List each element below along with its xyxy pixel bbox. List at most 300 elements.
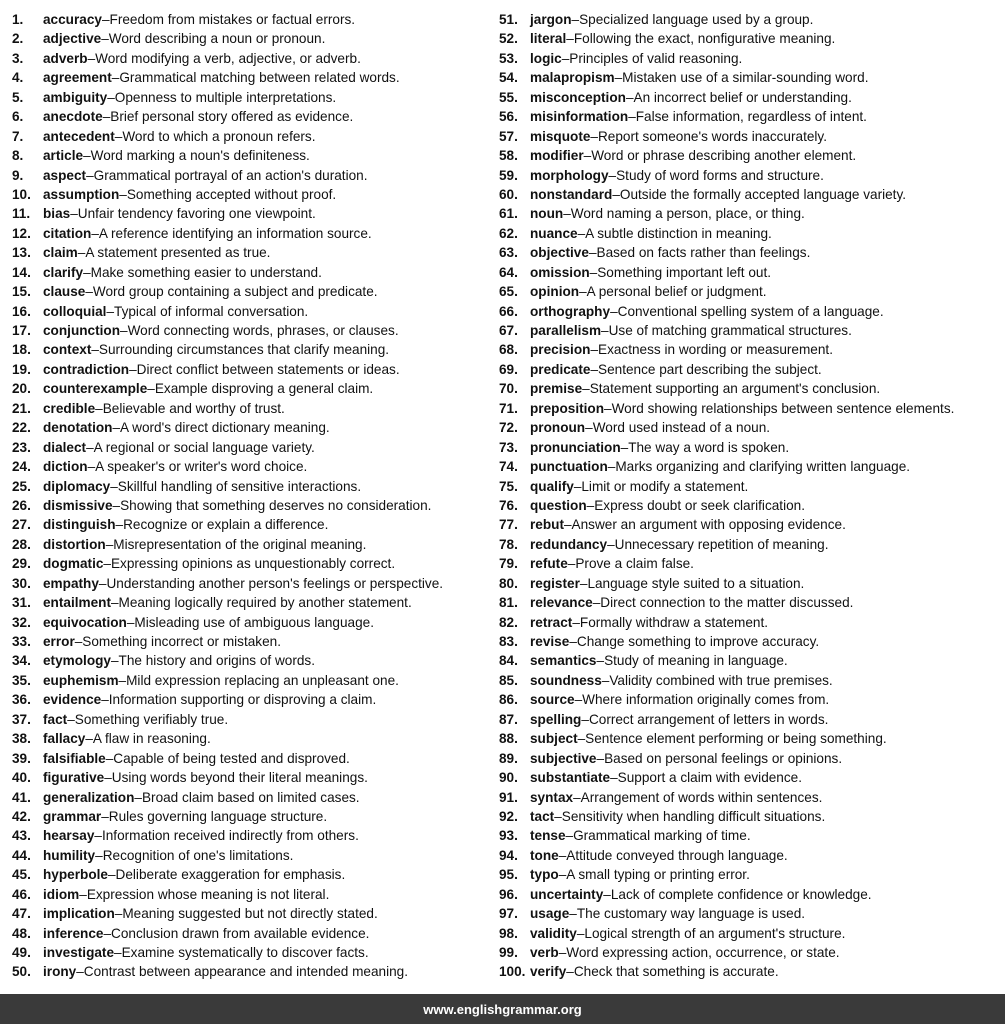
entry-separator: –: [625, 89, 634, 105]
entry-separator: –: [94, 828, 102, 844]
entry-separator: –: [563, 517, 572, 533]
entry-term: contradiction: [43, 361, 130, 377]
entry-definition: Word describing a noun or pronoun.: [108, 31, 326, 47]
entry-number: 52.: [499, 31, 518, 47]
entry-separator: –: [95, 400, 103, 416]
entry-number: 46.: [12, 886, 31, 902]
vocabulary-entry: [499, 826, 1005, 845]
entry-separator: –: [129, 361, 137, 377]
entry-term: fact: [43, 711, 68, 727]
entry-definition: Marks organizing and clarifying written language.: [615, 459, 911, 475]
entry-number: 53.: [499, 50, 518, 66]
entry-number: 16.: [12, 303, 31, 319]
entry-term: accuracy: [43, 12, 102, 27]
entry-separator: –: [115, 517, 124, 533]
entry-number: 4.: [12, 70, 24, 86]
entry-number: 11.: [12, 206, 31, 222]
vocabulary-entry: [12, 399, 497, 418]
entry-separator: –: [554, 808, 562, 824]
entry-term: logic: [530, 50, 562, 66]
entry-separator: –: [102, 109, 111, 125]
entry-number: 66.: [499, 303, 518, 319]
entry-number: 21.: [12, 400, 31, 416]
vocabulary-entry: [499, 885, 1005, 904]
entry-definition: Check that something is accurate.: [573, 964, 779, 980]
entry-separator: –: [628, 109, 636, 125]
vocabulary-entry: [499, 107, 1005, 126]
entry-separator: –: [91, 342, 99, 358]
entry-definition: Statement supporting an argument's conclusion.: [589, 381, 881, 397]
entry-term: distortion: [43, 536, 106, 552]
vocabulary-entry: [12, 710, 497, 729]
entry-definition: An incorrect belief or understanding.: [633, 89, 852, 105]
vocabulary-entry: [12, 496, 497, 515]
entry-term: conjunction: [43, 323, 121, 338]
vocabulary-entry: [12, 943, 497, 962]
entry-term: generalization: [43, 789, 135, 805]
entry-term: agreement: [43, 70, 112, 86]
entry-separator: –: [79, 886, 87, 902]
entry-term: misinformation: [530, 109, 629, 125]
entry-separator: –: [576, 925, 585, 941]
entry-number: 70.: [499, 381, 518, 397]
entry-separator: –: [110, 653, 119, 669]
entry-separator: –: [590, 361, 599, 377]
entry-separator: –: [105, 536, 114, 552]
entry-definition: Word used instead of a noun.: [592, 420, 771, 436]
entry-number: 55.: [499, 89, 518, 105]
entry-definition: Attitude conveyed through language.: [566, 847, 788, 863]
entry-term: orthography: [530, 303, 611, 319]
entry-separator: –: [103, 925, 112, 941]
entry-term: morphology: [530, 167, 609, 183]
entry-separator: –: [91, 225, 99, 241]
entry-definition: Word showing relationships between sentence elements.: [611, 400, 955, 416]
entry-definition: Logical strength of an argument's structure.: [584, 925, 846, 941]
entry-term: hyperbole: [43, 867, 108, 883]
vocabulary-entry: [12, 49, 497, 68]
entry-term: diction: [43, 459, 88, 475]
entry-term: pronoun: [530, 420, 586, 436]
entry-separator: –: [620, 439, 629, 455]
entry-number: 87.: [499, 711, 518, 727]
vocabulary-entry: [499, 127, 1005, 146]
vocabulary-entry: [499, 749, 1005, 768]
entry-number: 23.: [12, 439, 31, 455]
entry-definition: Word expressing action, occurrence, or state.: [566, 945, 840, 960]
entry-term: revise: [530, 634, 570, 649]
entry-number: 19.: [12, 361, 31, 377]
entry-separator: –: [610, 303, 618, 319]
entry-number: 32.: [12, 614, 31, 630]
entry-definition: Arrangement of words within sentences.: [580, 789, 823, 805]
entry-separator: –: [573, 478, 582, 494]
entry-number: 63.: [499, 245, 518, 261]
entry-definition: Word to which a pronoun refers.: [122, 128, 316, 144]
entry-term: inference: [43, 925, 104, 941]
entry-number: 98.: [499, 925, 518, 941]
vocabulary-entry: [12, 885, 497, 904]
entry-term: tact: [530, 808, 555, 824]
entry-term: humility: [43, 847, 96, 863]
vocabulary-entry: [499, 68, 1005, 87]
entry-separator: –: [601, 672, 610, 688]
vocabulary-entry: [499, 574, 1005, 593]
entry-separator: –: [585, 420, 593, 436]
entry-separator: –: [105, 750, 114, 766]
entry-number: 85.: [499, 672, 518, 688]
vocabulary-entry: [12, 613, 497, 632]
entry-term: aspect: [43, 167, 87, 183]
vocabulary-entry: [499, 613, 1005, 632]
entry-definition: Change something to improve accuracy.: [576, 634, 820, 649]
entry-term: dogmatic: [43, 556, 104, 572]
entry-definition: The history and origins of words.: [118, 653, 315, 669]
entry-term: source: [530, 692, 575, 708]
entry-separator: –: [83, 264, 91, 280]
entry-separator: –: [566, 964, 574, 980]
vocabulary-entry: [12, 10, 497, 29]
entry-number: 17.: [12, 323, 31, 338]
entry-definition: Language style suited to a situation.: [587, 575, 805, 591]
entry-separator: –: [592, 595, 601, 611]
entry-term: malapropism: [530, 70, 615, 86]
vocabulary-entry: [499, 360, 1005, 379]
vocabulary-entry: [12, 263, 497, 282]
entry-separator: –: [70, 206, 78, 222]
entry-definition: Direct conflict between statements or ideas.: [136, 361, 400, 377]
entry-term: punctuation: [530, 459, 608, 475]
entry-term: fallacy: [43, 731, 86, 747]
entry-number: 37.: [12, 711, 31, 727]
entry-separator: –: [601, 323, 609, 338]
entry-term: claim: [43, 245, 78, 261]
vocabulary-entry: [499, 166, 1005, 185]
vocabulary-entry: [499, 807, 1005, 826]
entry-number: 13.: [12, 245, 31, 261]
entry-separator: –: [95, 847, 103, 863]
entry-number: 65.: [499, 284, 518, 300]
vocabulary-entry: [499, 690, 1005, 709]
vocabulary-entry: [499, 962, 1005, 981]
vocabulary-entry: [12, 690, 497, 709]
entry-term: refute: [530, 556, 568, 572]
entry-term: predicate: [530, 361, 591, 377]
entry-term: jargon: [530, 12, 572, 27]
entry-term: hearsay: [43, 828, 95, 844]
entry-number: 69.: [499, 361, 518, 377]
entry-term: usage: [530, 906, 570, 922]
entry-definition: Lack of complete confidence or knowledge.: [610, 886, 872, 902]
entry-definition: Skillful handling of sensitive interactions.: [117, 478, 362, 494]
entry-definition: Meaning logically required by another statement.: [118, 595, 412, 611]
entry-term: tone: [530, 847, 559, 863]
entry-separator: –: [566, 31, 574, 47]
vocabulary-entry: [12, 146, 497, 165]
entry-number: 22.: [12, 420, 31, 436]
entry-separator: –: [126, 614, 135, 630]
entry-term: spelling: [530, 711, 582, 727]
vocabulary-entry: [499, 788, 1005, 807]
entry-separator: –: [120, 323, 128, 338]
vocabulary-entry: [499, 943, 1005, 962]
vocabulary-entry: [499, 146, 1005, 165]
entry-definition: False information, regardless of intent.: [635, 109, 867, 125]
entry-number: 10.: [12, 186, 31, 202]
entry-term: clause: [43, 284, 86, 300]
entry-definition: The way a word is spoken.: [628, 439, 790, 455]
entry-term: premise: [530, 381, 583, 397]
entry-term: objective: [530, 245, 589, 261]
entry-term: substantiate: [530, 770, 611, 786]
entry-definition: Express doubt or seek clarification.: [594, 497, 806, 513]
entry-definition: Capable of being tested and disproved.: [113, 750, 350, 766]
entry-number: 84.: [499, 653, 518, 669]
vocabulary-entry: [12, 554, 497, 573]
entry-definition: Grammatical marking of time.: [573, 828, 751, 844]
entry-number: 86.: [499, 692, 518, 708]
entry-term: nuance: [530, 225, 578, 241]
vocabulary-entry: [12, 321, 497, 340]
entry-definition: Mistaken use of a similar-sounding word.: [622, 70, 869, 86]
entry-number: 78.: [499, 536, 518, 552]
entry-separator: –: [86, 439, 94, 455]
entry-number: 43.: [12, 828, 31, 844]
vocabulary-entry: [12, 768, 497, 787]
entry-number: 6.: [12, 109, 24, 125]
entry-definition: Recognize or explain a difference.: [123, 517, 329, 533]
entry-definition: Sentence element performing or being something.: [585, 731, 887, 747]
entry-separator: –: [586, 497, 595, 513]
vocabulary-entry: [499, 10, 1005, 29]
entry-number: 49.: [12, 945, 31, 960]
entry-number: 93.: [499, 828, 518, 844]
entry-separator: –: [101, 31, 109, 47]
entry-number: 96.: [499, 886, 518, 902]
entry-separator: –: [614, 70, 623, 86]
entry-separator: –: [114, 945, 122, 960]
vocabulary-entry: [499, 729, 1005, 748]
entry-definition: Exactness in wording or measurement.: [598, 342, 833, 358]
vocabulary-entry: [499, 593, 1005, 612]
entry-definition: A reference identifying an information source.: [98, 225, 372, 241]
vocabulary-entry: [12, 904, 497, 923]
entry-separator: –: [581, 711, 589, 727]
entry-number: 76.: [499, 497, 518, 513]
entry-separator: –: [590, 342, 598, 358]
entry-number: 74.: [499, 459, 518, 475]
entry-term: register: [530, 575, 580, 591]
vocabulary-entry: [499, 49, 1005, 68]
vocabulary-entry: [12, 749, 497, 768]
entry-term: relevance: [530, 595, 593, 611]
entry-term: subjective: [530, 750, 597, 766]
vocabulary-entry: [499, 457, 1005, 476]
vocabulary-entry: [12, 166, 497, 185]
entry-definition: Brief personal story offered as evidence.: [110, 109, 354, 125]
entry-separator: –: [112, 420, 121, 436]
vocabulary-column-right: [499, 10, 1005, 982]
vocabulary-entry: [12, 340, 497, 359]
entry-definition: Information received indirectly from others.: [101, 828, 359, 844]
vocabulary-entry: [12, 671, 497, 690]
entry-number: 5.: [12, 89, 24, 105]
entry-definition: Openness to multiple interpretations.: [114, 89, 337, 105]
entry-separator: –: [134, 789, 142, 805]
entry-number: 77.: [499, 517, 518, 533]
entry-separator: –: [612, 186, 620, 202]
entry-separator: –: [103, 556, 111, 572]
entry-number: 54.: [499, 70, 518, 86]
vocabulary-entry: [499, 340, 1005, 359]
entry-term: adjective: [43, 31, 102, 47]
entry-term: nonstandard: [530, 186, 613, 202]
entry-term: misconception: [530, 89, 626, 105]
entry-definition: Word modifying a verb, adjective, or adverb.: [95, 50, 361, 66]
entry-number: 64.: [499, 264, 518, 280]
entry-definition: Grammatical portrayal of an action's duration.: [93, 167, 368, 183]
entry-separator: –: [77, 245, 86, 261]
entry-term: error: [43, 634, 75, 649]
vocabulary-entry: [499, 224, 1005, 243]
entry-term: clarify: [43, 264, 84, 280]
entry-definition: Based on personal feelings or opinions.: [604, 750, 843, 766]
entry-definition: Recognition of one's limitations.: [102, 847, 294, 863]
entry-number: 58.: [499, 148, 518, 164]
entry-number: 67.: [499, 323, 518, 338]
vocabulary-entry: [12, 846, 497, 865]
entry-term: semantics: [530, 653, 597, 669]
entry-definition: Showing that something deserves no consideration.: [120, 497, 432, 513]
entry-separator: –: [76, 964, 84, 980]
entry-separator: –: [110, 595, 119, 611]
entry-separator: –: [147, 381, 155, 397]
vocabulary-entry: [499, 710, 1005, 729]
entry-definition: Sensitivity when handling difficult situations.: [561, 808, 826, 824]
entry-term: verb: [530, 945, 559, 960]
entry-number: 82.: [499, 614, 518, 630]
entry-separator: –: [104, 770, 112, 786]
vocabulary-entry: [499, 515, 1005, 534]
entry-separator: –: [588, 245, 597, 261]
entry-number: 73.: [499, 439, 518, 455]
entry-definition: Typical of informal conversation.: [114, 303, 309, 319]
entry-definition: Answer an argument with opposing evidence.: [571, 517, 846, 533]
vocabulary-entry: [499, 263, 1005, 282]
entry-definition: Direct connection to the matter discussed.: [600, 595, 854, 611]
entry-number: 47.: [12, 906, 31, 922]
entry-definition: Unnecessary repetition of meaning.: [614, 536, 829, 552]
entry-separator: –: [74, 634, 83, 649]
vocabulary-entry: [12, 88, 497, 107]
entry-separator: –: [579, 284, 587, 300]
entry-number: 94.: [499, 847, 518, 863]
vocabulary-entry: [499, 282, 1005, 301]
entry-number: 18.: [12, 342, 31, 358]
vocabulary-entry: [12, 477, 497, 496]
entry-separator: –: [577, 225, 586, 241]
entry-definition: Use of matching grammatical structures.: [608, 323, 852, 338]
entry-number: 79.: [499, 556, 518, 572]
entry-definition: Limit or modify a statement.: [581, 478, 749, 494]
entry-definition: Prove a claim false.: [575, 556, 694, 572]
entry-separator: –: [112, 497, 121, 513]
vocabulary-entry: [499, 651, 1005, 670]
entry-separator: –: [558, 867, 567, 883]
entry-term: soundness: [530, 672, 602, 688]
entry-number: 88.: [499, 731, 518, 747]
vocabulary-entry: [12, 457, 497, 476]
entry-definition: Examine systematically to discover facts.: [121, 945, 369, 960]
vocabulary-entry: [499, 671, 1005, 690]
entry-number: 95.: [499, 867, 518, 883]
entry-definition: Misleading use of ambiguous language.: [134, 614, 374, 630]
entry-separator: –: [85, 284, 93, 300]
entry-term: euphemism: [43, 672, 119, 688]
footer-url: www.englishgrammar.org: [423, 1001, 582, 1017]
entry-definition: Support a claim with evidence.: [617, 770, 803, 786]
vocabulary-entry: [12, 593, 497, 612]
entry-number: 81.: [499, 595, 518, 611]
entry-definition: Where information originally comes from.: [582, 692, 830, 708]
entry-definition: Believable and worthy of trust.: [102, 400, 285, 416]
entry-term: bias: [43, 206, 71, 222]
entry-term: ambiguity: [43, 89, 108, 105]
entry-definition: Principles of valid reasoning.: [569, 50, 743, 66]
entry-number: 60.: [499, 186, 518, 202]
entry-number: 42.: [12, 808, 31, 824]
entry-term: diplomacy: [43, 478, 111, 494]
entry-definition: Following the exact, nonfigurative meaning.: [573, 31, 836, 47]
entry-definition: Something important left out.: [597, 264, 772, 280]
entry-separator: –: [571, 12, 580, 27]
entry-separator: –: [569, 634, 577, 649]
entry-separator: –: [590, 128, 598, 144]
entry-term: grammar: [43, 808, 102, 824]
entry-term: noun: [530, 206, 564, 222]
entry-term: subject: [530, 731, 578, 747]
vocabulary-entry: [12, 962, 497, 981]
vocabulary-entry: [12, 127, 497, 146]
entry-definition: Expressing opinions as unquestionably correct.: [110, 556, 396, 572]
vocabulary-entry: [12, 438, 497, 457]
entry-definition: Contrast between appearance and intended meaning.: [83, 964, 409, 980]
entry-separator: –: [574, 692, 583, 708]
entry-number: 99.: [499, 945, 518, 960]
entry-definition: Using words beyond their literal meanings.: [111, 770, 368, 786]
vocabulary-entry: [499, 477, 1005, 496]
entry-term: pronunciation: [530, 439, 621, 455]
entry-separator: –: [98, 575, 107, 591]
entry-term: precision: [530, 342, 591, 358]
entry-separator: –: [608, 167, 617, 183]
entry-term: verify: [530, 964, 567, 980]
vocabulary-entry: [499, 438, 1005, 457]
entry-definition: A statement presented as true.: [85, 245, 271, 261]
entry-separator: –: [87, 50, 96, 66]
entry-number: 12.: [12, 225, 31, 241]
entry-term: context: [43, 342, 92, 358]
entry-separator: –: [583, 148, 592, 164]
entry-number: 15.: [12, 284, 31, 300]
vocabulary-entry: [499, 865, 1005, 884]
entry-separator: –: [573, 789, 581, 805]
entry-number: 30.: [12, 575, 31, 591]
entry-separator: –: [119, 186, 127, 202]
entry-separator: –: [589, 264, 598, 280]
entry-number: 61.: [499, 206, 518, 222]
vocabulary-entry: [499, 88, 1005, 107]
